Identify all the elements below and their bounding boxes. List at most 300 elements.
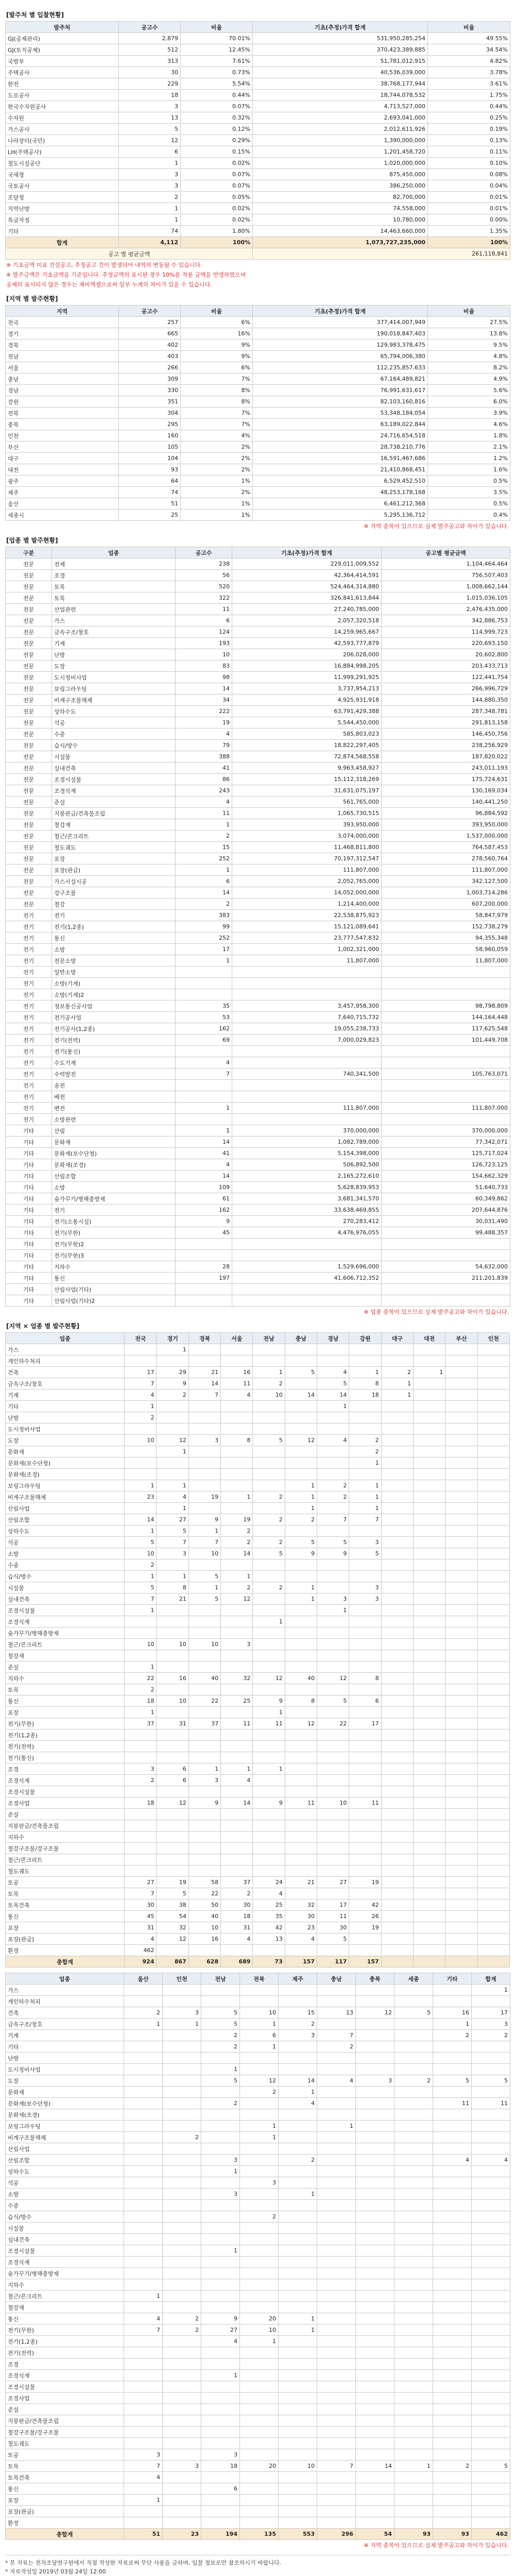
table-cell <box>433 2109 472 2121</box>
table-row <box>6 1922 510 1934</box>
table-cell: 전기(무한)2 <box>52 1239 176 1250</box>
table-row <box>6 2177 510 2189</box>
table-cell: 2.1% <box>428 442 510 453</box>
table-row <box>6 831 510 842</box>
table-row <box>6 819 510 831</box>
table-cell: 6 <box>157 1764 188 1775</box>
table-cell: 4 <box>124 2472 163 2483</box>
table-cell: 38,768,177,944 <box>253 78 428 90</box>
table-cell <box>477 1548 509 1560</box>
table-row <box>6 1344 510 1355</box>
table-cell <box>349 1344 381 1355</box>
table-cell: 9% <box>181 351 253 362</box>
table-cell: 9 <box>253 1798 285 1809</box>
column-header: 기초(추정)가격 합계 <box>253 306 428 317</box>
table-cell <box>157 1469 188 1480</box>
table-cell <box>472 2132 510 2143</box>
table-cell: 8.2% <box>428 362 510 374</box>
table-cell: 109 <box>176 1182 232 1193</box>
table-cell <box>163 2506 201 2517</box>
table-cell: 37 <box>188 1718 220 1730</box>
table-cell: 3 <box>188 1775 220 1786</box>
table-cell: 7 <box>125 1378 157 1389</box>
table-cell <box>445 1832 477 1843</box>
table-cell: 14,052,000,000 <box>232 887 382 899</box>
table-row <box>6 1673 510 1684</box>
table-row <box>6 146 510 158</box>
table-cell <box>382 1080 510 1091</box>
table-cell <box>356 2098 394 2109</box>
table-cell: 0.07% <box>181 180 253 192</box>
table-cell: 14,259,965,667 <box>232 626 382 638</box>
total-cell: 100% <box>428 237 510 248</box>
table-cell: 12 <box>119 135 181 146</box>
column-header: 지역 <box>6 306 119 317</box>
table-cell <box>279 2381 317 2393</box>
column-header: 울산 <box>124 1973 163 1985</box>
table-cell: 전기(전력) <box>6 1741 125 1752</box>
table-cell: 조경 <box>6 1764 125 1775</box>
table-cell: 220,693,150 <box>382 638 510 649</box>
industry-table-header <box>6 547 510 558</box>
table-cell: 토목 <box>52 581 176 592</box>
table-cell: 도로공사 <box>6 90 119 101</box>
table-cell <box>232 1080 382 1091</box>
table-cell <box>356 2359 394 2370</box>
table-cell <box>356 2177 394 2189</box>
table-cell <box>445 1696 477 1707</box>
table-cell <box>201 2427 240 2438</box>
table-cell <box>285 1344 317 1355</box>
table-cell: 1 <box>157 1571 188 1582</box>
table-cell: 2 <box>349 1446 381 1458</box>
table-cell: 1 <box>125 1480 157 1492</box>
table-cell <box>472 2177 510 2189</box>
table-cell: 철도시설공단 <box>6 158 119 169</box>
table-cell <box>472 2200 510 2211</box>
table-cell: 51 <box>119 498 181 510</box>
table-cell: 3 <box>163 2007 201 2019</box>
table-cell <box>349 1809 381 1820</box>
table-cell: 10 <box>240 2325 279 2336</box>
table-cell: 3.5% <box>428 487 510 498</box>
table-cell <box>381 1843 413 1854</box>
table-row <box>6 1171 510 1182</box>
table-cell: 수자원 <box>6 112 119 124</box>
table-cell: 22,538,875,923 <box>232 910 382 921</box>
table-cell <box>445 1469 477 1480</box>
table-cell: 시설물 <box>6 1582 125 1594</box>
table-cell <box>188 1843 220 1854</box>
table-cell <box>317 1662 349 1673</box>
column-header: 비율 <box>428 22 510 33</box>
table-cell <box>124 2438 163 2449</box>
table-cell <box>317 1752 349 1764</box>
table-cell <box>188 1469 220 1480</box>
table-cell <box>124 2200 163 2211</box>
table-cell <box>413 1560 445 1571</box>
table-cell: 1 <box>381 1389 413 1401</box>
table-cell: 70,197,312,547 <box>232 853 382 865</box>
table-cell <box>381 1526 413 1537</box>
table-cell <box>221 1843 253 1854</box>
table-cell <box>124 2087 163 2098</box>
table-cell <box>279 2223 317 2234</box>
table-cell: 2 <box>317 1492 349 1503</box>
table-cell: 69 <box>176 1035 232 1046</box>
column-header: 공고별 평균금액 <box>382 547 510 558</box>
table-cell <box>285 1809 317 1820</box>
table-cell <box>413 1492 445 1503</box>
table-cell <box>201 2053 240 2064</box>
table-cell: 74,558,000 <box>253 203 428 214</box>
table-cell: 4.8% <box>428 351 510 362</box>
table-cell <box>317 2257 356 2268</box>
table-row <box>6 1205 510 1216</box>
table-cell: 난방 <box>52 649 176 660</box>
table-cell: 6% <box>181 362 253 374</box>
table-cell <box>381 1798 413 1809</box>
table-cell <box>124 2053 163 2064</box>
table-row <box>6 2325 510 2336</box>
table-cell <box>279 2200 317 2211</box>
table-cell: 1,201,458,720 <box>253 146 428 158</box>
table-cell <box>413 1537 445 1548</box>
table-cell <box>163 1985 201 1996</box>
table-cell: 0.07% <box>181 169 253 180</box>
table-cell <box>433 2472 472 2483</box>
column-header: 대전 <box>413 1333 445 1344</box>
table-cell: 산림사업 <box>6 1503 125 1514</box>
table-cell: 개인하수처리 <box>6 1996 124 2007</box>
table-cell <box>317 2155 356 2166</box>
table-cell: 기타 <box>6 1148 52 1159</box>
table-cell: 전문 <box>6 717 52 728</box>
table-row <box>6 1091 510 1103</box>
table-cell: 전기 <box>52 910 176 921</box>
table-cell <box>472 2517 510 2529</box>
table-cell: 19 <box>349 1922 381 1934</box>
table-cell: 조경사업 <box>6 1798 125 1809</box>
table-cell: 1 <box>240 2121 279 2132</box>
table-cell: 51,640,733 <box>382 1182 510 1193</box>
table-cell <box>394 2313 433 2325</box>
table-cell <box>413 1378 445 1389</box>
table-cell <box>279 2336 317 2347</box>
table-cell <box>253 1526 285 1537</box>
table-cell <box>157 1662 188 1673</box>
table-cell: 전기 <box>6 1080 52 1091</box>
table-cell <box>445 1650 477 1662</box>
table-cell: 1 <box>157 1480 188 1492</box>
table-cell: 기계 <box>6 2030 124 2041</box>
table-cell <box>124 2211 163 2223</box>
table-cell <box>433 1985 472 1996</box>
table-cell <box>240 2517 279 2529</box>
table-cell <box>176 1091 232 1103</box>
table-row <box>6 351 510 362</box>
table-cell <box>413 1911 445 1922</box>
table-cell: 전기 <box>6 1035 52 1046</box>
table-cell: 숲가꾸기/병해충방제 <box>6 1628 125 1639</box>
table-cell: 5 <box>394 2007 433 2019</box>
table-cell <box>163 2438 201 2449</box>
table-cell: 1 <box>163 2019 201 2030</box>
table-cell <box>317 2189 356 2200</box>
table-cell: 2 <box>472 2030 510 2041</box>
table-cell <box>163 2393 201 2404</box>
table-cell <box>188 1786 220 1798</box>
table-row <box>6 2211 510 2223</box>
table-cell <box>413 1616 445 1628</box>
column-header: 기초(추정)가격 합계 <box>253 22 428 33</box>
table-row <box>6 1560 510 1571</box>
table-cell <box>477 1367 509 1378</box>
table-cell: 18 <box>349 1389 381 1401</box>
table-cell: 4 <box>176 1057 232 1069</box>
table-row <box>6 774 510 785</box>
table-cell <box>279 2041 317 2053</box>
table-cell <box>413 1764 445 1775</box>
table-cell: 기타 <box>6 1284 52 1295</box>
table-cell <box>382 1295 510 1307</box>
table-cell: 4 <box>221 1934 253 1945</box>
table-cell: 2 <box>279 2155 317 2166</box>
table-cell: 기타 <box>6 1137 52 1148</box>
table-cell: 1 <box>119 158 181 169</box>
table-cell <box>157 1809 188 1820</box>
table-cell: 0.02% <box>181 158 253 169</box>
table-row <box>6 1741 510 1752</box>
column-header: 전남 <box>201 1973 240 1985</box>
table-cell <box>413 1832 445 1843</box>
table-cell <box>356 2381 394 2393</box>
table-cell <box>433 2393 472 2404</box>
table-cell: 1 <box>176 865 232 876</box>
table-cell: 5 <box>253 1548 285 1560</box>
table-cell: 1 <box>285 1594 317 1605</box>
table-cell: 5 <box>201 2075 240 2087</box>
table-cell: 환경 <box>6 2517 124 2529</box>
table-cell: 12.45% <box>181 44 253 56</box>
table-cell <box>356 2257 394 2268</box>
table-row <box>6 2438 510 2449</box>
table-cell <box>356 2143 394 2155</box>
table-cell <box>394 2121 433 2132</box>
table-cell: 10 <box>188 1922 220 1934</box>
table-cell: 전기 <box>6 1114 52 1125</box>
table-cell: 94,355,348 <box>382 933 510 944</box>
table-cell <box>445 1854 477 1866</box>
table-cell <box>349 1775 381 1786</box>
table-row <box>6 2404 510 2415</box>
table-cell <box>356 2302 394 2313</box>
table-cell: 211,201,839 <box>382 1273 510 1284</box>
table-cell <box>433 2143 472 2155</box>
table-cell <box>394 2404 433 2415</box>
table-cell: 99 <box>176 921 232 933</box>
table-cell <box>232 1057 382 1069</box>
table-cell: 9 <box>176 1216 232 1227</box>
table-cell: 19 <box>176 717 232 728</box>
table-cell <box>381 1401 413 1412</box>
table-cell <box>279 2132 317 2143</box>
table-cell <box>285 1843 317 1854</box>
table-cell: 0.5% <box>428 476 510 487</box>
column-header: 기타 <box>433 1973 472 1985</box>
column-header: 비율 <box>428 306 510 317</box>
table-cell: 2 <box>221 1888 253 1900</box>
table-cell: 34.54% <box>428 44 510 56</box>
table-cell: 전기(1,2종) <box>6 1730 125 1741</box>
table-cell: 53,348,184,054 <box>253 408 428 419</box>
table-cell: 16,591,467,686 <box>253 453 428 464</box>
table-cell <box>163 2370 201 2381</box>
table-row <box>6 1250 510 1261</box>
table-cell: 1 <box>188 1526 220 1537</box>
table-cell <box>394 2438 433 2449</box>
table-cell <box>472 2449 510 2461</box>
table-cell <box>317 1741 349 1752</box>
table-cell: 756,507,403 <box>382 570 510 581</box>
table-cell <box>381 1730 413 1741</box>
table-cell: 철근/콘크리트 <box>6 2291 124 2302</box>
table-cell: 3 <box>356 2075 394 2087</box>
table-cell <box>413 1718 445 1730</box>
table-cell: 38 <box>157 1900 188 1911</box>
table-cell <box>445 1548 477 1560</box>
table-cell: 3 <box>201 2155 240 2166</box>
table-cell: 12 <box>221 1594 253 1605</box>
table-cell: 전문 <box>6 831 52 842</box>
table-row <box>6 362 510 374</box>
table-cell: 18 <box>125 1798 157 1809</box>
table-cell: 462 <box>125 1945 157 1956</box>
table-cell <box>317 1866 349 1877</box>
table-cell <box>433 2449 472 2461</box>
table-cell <box>279 2393 317 2404</box>
table-cell: 석공 <box>6 2177 124 2189</box>
table-cell <box>317 2234 356 2245</box>
table-cell: 8 <box>157 1582 188 1594</box>
table-cell: 전기 <box>6 1091 52 1103</box>
table-cell <box>445 1594 477 1605</box>
table-cell <box>413 1582 445 1594</box>
table-cell <box>477 1378 509 1389</box>
table-cell: 295 <box>119 419 181 430</box>
column-header: 경남 <box>317 1333 349 1344</box>
table-cell: 229,011,009,552 <box>232 558 382 570</box>
table-cell <box>221 1707 253 1718</box>
table-cell <box>413 1344 445 1355</box>
table-cell <box>317 2291 356 2302</box>
table-cell: 도장 <box>6 1435 125 1446</box>
table-cell: 1 <box>279 2313 317 2325</box>
table-cell: 104 <box>119 453 181 464</box>
table-cell <box>356 2495 394 2506</box>
table-cell: 철도궤도 <box>52 842 176 853</box>
table-cell: 1,008,662,144 <box>382 581 510 592</box>
table-cell <box>163 2200 201 2211</box>
table-cell <box>382 1239 510 1250</box>
table-cell: 35 <box>176 1001 232 1012</box>
table-cell <box>240 2155 279 2166</box>
table-cell: 0.02% <box>181 203 253 214</box>
table-cell: 7 <box>176 1069 232 1080</box>
table-cell <box>201 2234 240 2245</box>
table-cell: 63,189,022,844 <box>253 419 428 430</box>
table-cell <box>253 1446 285 1458</box>
table-cell <box>279 2064 317 2075</box>
table-cell: 1 <box>285 1503 317 1514</box>
table-cell: 세종시 <box>6 510 119 521</box>
table-row <box>6 2268 510 2279</box>
table-cell: 105 <box>119 442 181 453</box>
table-cell <box>279 2472 317 2483</box>
table-cell: 16,884,998,205 <box>232 660 382 672</box>
table-cell <box>472 2234 510 2245</box>
table-cell <box>394 2223 433 2234</box>
table-cell <box>394 2495 433 2506</box>
table-cell <box>163 2166 201 2177</box>
table-cell: 370,000,000 <box>382 1125 510 1137</box>
table-cell: 산림사업(기타) <box>52 1284 176 1295</box>
table-cell <box>477 1435 509 1446</box>
table-cell: 5 <box>201 2007 240 2019</box>
table-cell: 14 <box>356 2461 394 2472</box>
total-cell: 93 <box>394 2529 433 2540</box>
table-cell: 3 <box>240 2177 279 2189</box>
table-cell <box>356 2109 394 2121</box>
table-cell: 19 <box>221 1514 253 1526</box>
total-cell: 157 <box>349 1956 381 1968</box>
table-cell <box>472 2472 510 2483</box>
table-cell <box>317 2268 356 2279</box>
table-cell <box>445 1389 477 1401</box>
table-cell <box>349 1820 381 1832</box>
table-cell: 실내건축 <box>6 1594 125 1605</box>
table-cell <box>445 1730 477 1741</box>
table-cell: 0.15% <box>181 146 253 158</box>
table-cell <box>317 1786 349 1798</box>
table-cell <box>285 1730 317 1741</box>
table-row <box>6 1996 510 2007</box>
table-cell <box>381 1616 413 1628</box>
table-cell <box>317 1412 349 1423</box>
table-cell: 27.5% <box>428 317 510 328</box>
table-cell: 전문 <box>6 728 52 740</box>
table-cell: 전기(통신) <box>6 1752 125 1764</box>
table-cell: 4,476,976,055 <box>232 1227 382 1239</box>
table-cell: 전기 <box>6 1012 52 1023</box>
table-cell <box>221 1650 253 1662</box>
table-row <box>6 706 510 717</box>
table-cell: 403 <box>119 351 181 362</box>
table-cell: 9.5% <box>428 340 510 351</box>
table-cell <box>433 2438 472 2449</box>
table-cell: 전기 <box>6 1023 52 1035</box>
table-cell: 5 <box>119 124 181 135</box>
table-cell <box>176 1284 232 1295</box>
region-industry-table-2-body <box>6 1985 510 2540</box>
table-cell <box>125 1866 157 1877</box>
total-cell: 73 <box>253 1956 285 1968</box>
table-cell: 1.6% <box>428 464 510 476</box>
table-cell: 117,625,548 <box>382 1023 510 1035</box>
table-cell: 114,999,723 <box>382 626 510 638</box>
table-cell: 11 <box>317 1911 349 1922</box>
total-cell: 100% <box>181 237 253 248</box>
